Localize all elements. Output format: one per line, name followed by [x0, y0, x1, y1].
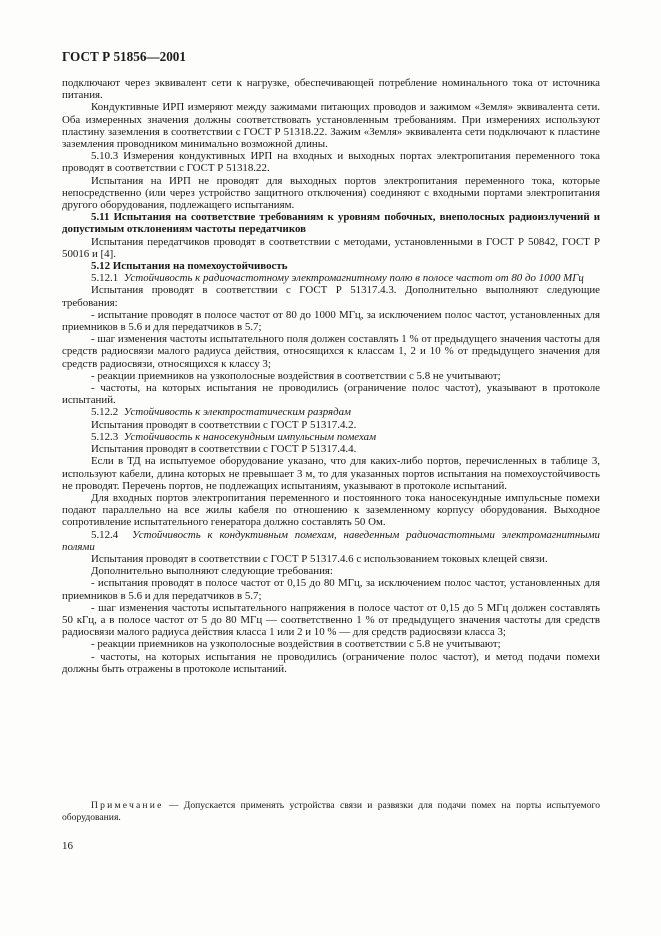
- paragraph: Если в ТД на испытуемое оборудование указано, что для каких-либо портов, перечисленных в таблице 3, используют кабели, длина которых не превышает 3 м, то для указанных портов испытания на помехоустойчивость не проводят. Перечень портов, не подлежащих испытаниям, указывают в протоколе испытаний.: [62, 455, 600, 492]
- paragraph: 5.10.3 Измерения кондуктивных ИРП на входных и выходных портах электропитания переменного тока проводят в соответствии с ГОСТ Р 51318.22.: [62, 150, 600, 175]
- paragraph: Дополнительно выполняют следующие требования:: [91, 565, 333, 578]
- note-text: — Допускается применять устройства связи и развязки для подачи помех на порты испытуемого оборудования.: [62, 800, 600, 823]
- note: [62, 800, 600, 824]
- list-item: - шаг изменения частоты испытательного напряжения в полосе частот от 0,15 до 5 МГц должен составлять 50 кГц, а в полосе частот от 5 до 80 МГц — соответственно 1 % от предыдущего значения частоты для средств радиосвязи малого радиуса действия класса 1 или 2 и 10 % — для средств радиосвязи класса 3;: [62, 601, 600, 639]
- subsection-number: 5.12.1: [91, 272, 119, 285]
- subsection-heading: [62, 529, 600, 553]
- paragraph: Испытания передатчиков проводят в соответствии с методами, установленными в ГОСТ Р 50842, ГОСТ Р 50016 и [4].: [62, 235, 600, 260]
- list-item: - испытания проводят в полосе частот от 0,15 до 80 МГц, за исключением полос частот, установленных для приемников в 5.6 и для передатчиков в 5.7;: [62, 577, 600, 602]
- paragraph: Испытания проводят в соответствии с ГОСТ Р 51317.4.6 с использованием токовых клещей связи.: [91, 552, 548, 565]
- paragraph: Для входных портов электропитания переменного и постоянного тока наносекундные импульсные помехи подают параллельно на все жилы кабеля по отношению к заземленному корпусу оборудования. Выходное сопротивление испытательного генератора должно составлять 50 Ом.: [62, 491, 600, 529]
- subsection-number: 5.12.2: [91, 406, 119, 419]
- subsection-title: Устойчивость к электростатическим разрядам: [123, 406, 351, 419]
- subsection-heading: [62, 272, 600, 284]
- list-item: - шаг изменения частоты испытательного поля должен составлять 1 % от предыдущего значения частоты для средств радиосвязи малого радиуса действия, относящихся к классам 1, 2 и 10 % от предыдущего значения для средств радиосвязи, относящихся к классу 3;: [62, 333, 600, 370]
- list-item: - испытание проводят в полосе частот от 80 до 1000 МГц, за исключением полос частот, установленных для приемников в 5.6 и для передатчиков в 5.7;: [62, 308, 600, 334]
- paragraph: Кондуктивные ИРП измеряют между зажимами питающих проводов и зажимом «Земля» эквивалента сети. Оба измеренных значения должны соответствовать установленным требованиям. При измерениях используют пластину заземления в соответствии с ГОСТ Р 51318.22. Зажим «Земля» эквивалента сети подключают к пластине заземления проводником минимально возможной длины.: [62, 101, 600, 151]
- list-item: - реакции приемников на узкополосные воздействия в соответствии с 5.8 не учитывают;: [91, 369, 501, 382]
- subsection-number: 5.12.3: [91, 430, 119, 443]
- note-label: Примечание: [91, 800, 164, 811]
- paragraph: Испытания на ИРП не проводят для выходных портов электропитания переменного тока, которые непосредственно (или через устройство защитного отключения) соединяют с входными портами электропитания другого оборудования, подлежащего испытаниям.: [62, 174, 600, 212]
- paragraph: подключают через эквивалент сети к нагрузке, обеспечивающей потребление номинального тока от источника питания.: [62, 77, 600, 102]
- subsection-heading: [62, 431, 600, 443]
- subsection-title: Устойчивость к радиочастотному электромагнитному полю в полосе частот от 80 до 1000 МГц: [123, 272, 584, 285]
- subsection-title: Устойчивость к кондуктивным помехам, наведенным радиочастотными электромагнитными полями: [62, 528, 600, 553]
- paragraph: Испытания проводят в соответствии с ГОСТ Р 51317.4.4.: [91, 443, 357, 456]
- list-item: - частоты, на которых испытания не проводились (ограничение полос частот), указывают в протоколе испытаний.: [62, 382, 600, 407]
- list-item: - реакции приемников на узкополосные воздействия в соответствии с 5.8 не учитывают;: [91, 638, 501, 651]
- paragraph: Испытания проводят в соответствии с ГОСТ Р 51317.4.3. Дополнительно выполняют следующие требования:: [62, 284, 600, 309]
- section-heading: 5.12 Испытания на помехоустойчивость: [91, 260, 288, 273]
- subsection-title: Устойчивость к наносекундным импульсным помехам: [123, 430, 377, 443]
- paragraph: Испытания проводят в соответствии с ГОСТ Р 51317.4.2.: [91, 418, 357, 431]
- document-body: [62, 77, 600, 675]
- page-number: 16: [62, 840, 73, 852]
- subsection-number: 5.12.4: [91, 528, 119, 541]
- subsection-heading: [62, 406, 600, 418]
- section-heading: 5.11 Испытания на соответствие требованиям к уровням побочных, внеполосных радиоизлучений и допустимым отклонениям частоты передатчиков: [62, 211, 600, 236]
- list-item: - частоты, на которых испытания не проводились (ограничение полос частот), и метод подачи помехи должны быть отражены в протоколе испытаний.: [62, 650, 600, 675]
- document-header: ГОСТ Р 51856—2001: [62, 49, 186, 64]
